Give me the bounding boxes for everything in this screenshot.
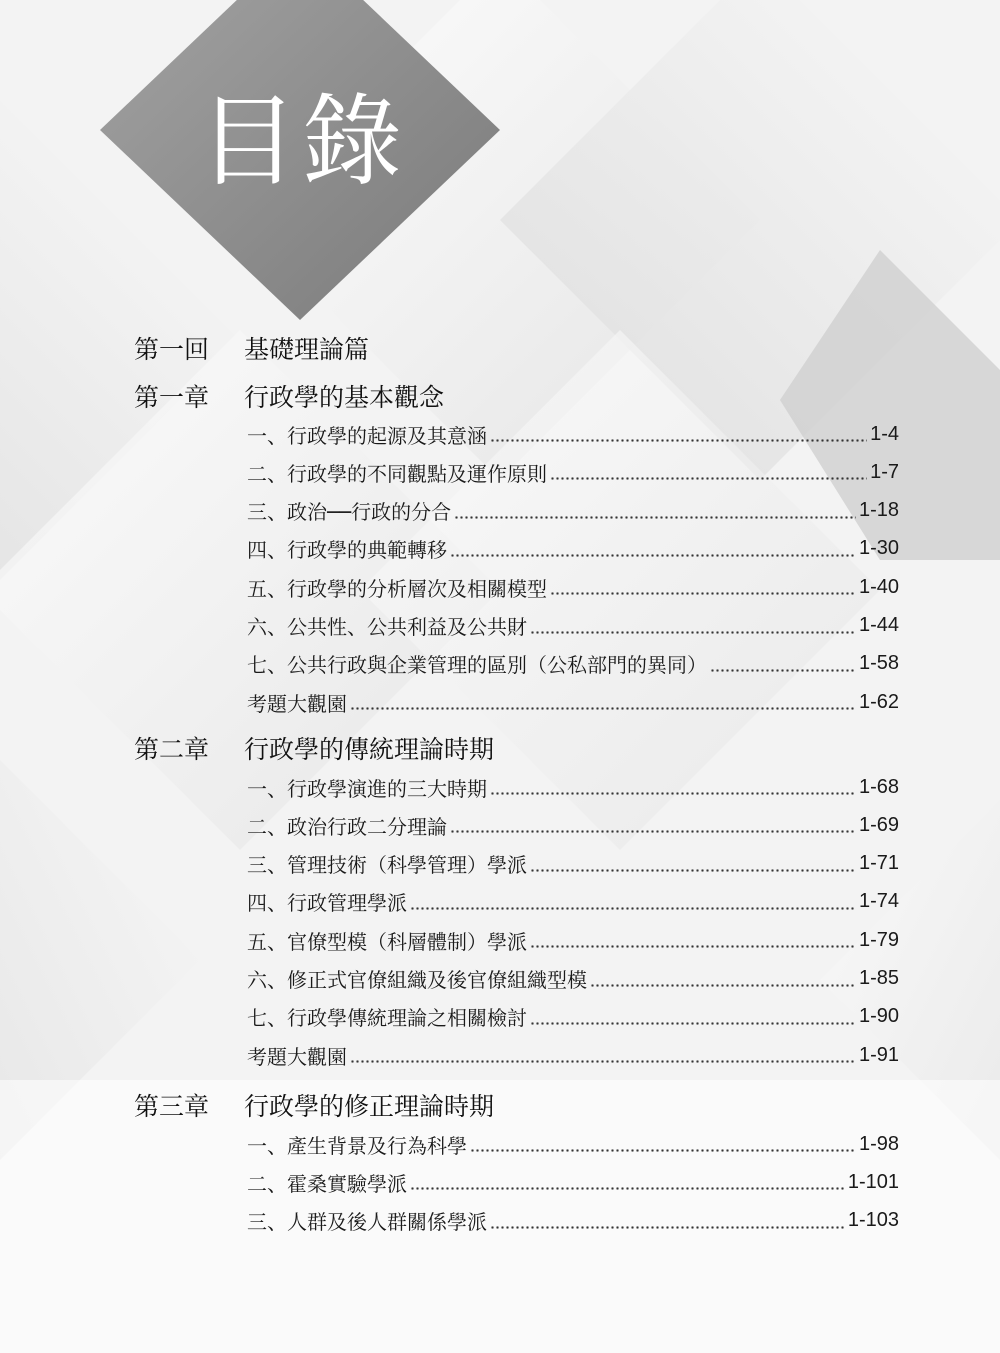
dot-leader [410,907,856,910]
toc-entry-page: 1-30 [858,537,899,560]
toc-entry-title: 六、修正式官僚組織及後官僚組織型模 [247,968,587,992]
section-title: 行政學的基本觀念 [244,383,445,412]
toc-entry[interactable] [247,609,899,643]
section-label: 第一章 [134,383,210,412]
toc-entry-page: 1-103 [847,1209,899,1232]
toc-entry[interactable] [247,1000,899,1034]
toc-entry-title: 一、行政學的起源及其意涵 [247,423,487,448]
section-title: 行政學的修正理論時期 [244,1092,495,1121]
toc-entry[interactable] [247,455,899,489]
toc-entry[interactable] [247,1038,899,1072]
toc-entry-title: 七、公共行政與企業管理的區別（公私部門的異同） [247,653,707,678]
section-label: 第二章 [134,735,210,764]
toc-entry[interactable] [247,532,899,566]
dot-leader [454,516,856,519]
toc-entry[interactable] [247,770,899,804]
page-title: 目錄 [198,83,406,200]
dot-leader [710,669,856,672]
toc-entry-title: 二、霍桑實驗學派 [247,1171,407,1196]
toc-entry-page: 1-18 [858,499,899,522]
toc-entry-page: 1-71 [858,852,899,875]
dot-leader [450,830,856,833]
toc-entry[interactable] [247,885,899,919]
toc-entry[interactable] [247,923,899,957]
toc-entry-page: 1-74 [858,890,899,913]
toc-entry-page: 1-98 [858,1132,899,1155]
toc-entry-title: 考題大觀園 [247,691,347,716]
dot-leader [450,554,856,557]
toc-entry-title: 五、官僚型模（科層體制）學派 [247,929,527,954]
toc-entry-page: 1-58 [858,652,899,675]
chapter-heading [134,376,444,416]
toc-entry[interactable] [247,417,899,451]
dot-leader [350,1060,856,1063]
toc-entry[interactable] [247,570,899,604]
toc-entry-page: 1-85 [858,967,899,989]
toc-entry-page: 1-40 [858,575,899,598]
dot-leader [530,869,856,872]
dot-leader [550,477,867,480]
toc-entry-title: 三、人群及後人群關係學派 [247,1210,487,1235]
toc-entry[interactable] [247,685,899,719]
dot-leader [530,631,856,634]
toc-entry-page: 1-44 [858,614,899,636]
toc-entry-page: 1-68 [858,775,899,798]
toc-entry-title: 二、行政學的不同觀點及運作原則 [247,461,547,486]
toc-entry-title: 二、政治行政二分理論 [247,814,447,839]
toc-entry-page: 1-62 [858,690,899,713]
dot-leader [490,1226,845,1229]
dot-leader [490,792,856,795]
section-label: 第三章 [134,1092,210,1121]
toc-entry-title: 六、公共性、公共利益及公共財 [247,615,527,639]
toc-entry[interactable] [247,808,899,842]
part-heading [134,328,369,368]
toc-entry-title: 三、管理技術（科學管理）學派 [247,853,527,878]
dot-leader [410,1187,845,1190]
toc-entry-page: 1-91 [858,1043,899,1066]
toc-entry-title: 四、行政管理學派 [247,891,407,916]
toc-entry-title: 七、行政學傳統理論之相關檢討 [247,1006,527,1031]
toc-entry-title: 考題大觀園 [247,1044,347,1069]
toc-entry-page: 1-90 [858,1005,899,1028]
toc-entry[interactable] [247,1165,899,1199]
toc-entry-page: 1-101 [847,1170,899,1193]
toc-entry[interactable] [247,962,899,996]
toc-entry-title: 一、行政學演進的三大時期 [247,776,487,801]
toc-entry-title: 一、產生背景及行為科學 [247,1133,467,1158]
dot-leader [490,439,867,442]
dot-leader [470,1149,856,1152]
toc-entry-page: 1-79 [858,928,899,951]
toc-entry[interactable] [247,1127,899,1161]
toc-entry[interactable] [247,647,899,681]
toc-entry-title: 三、政治──行政的分合 [247,500,452,525]
dot-leader [530,945,856,948]
chapter-heading [134,728,494,768]
section-label: 第一回 [134,335,210,364]
dot-leader [350,707,856,710]
dot-leader [550,592,856,595]
toc-entry[interactable] [247,847,899,881]
toc-entry[interactable] [247,494,899,528]
chapter-heading [134,1085,494,1125]
toc-entry[interactable] [247,1204,899,1238]
toc-entry-page: 1-7 [870,460,899,483]
dot-leader [590,984,856,987]
dot-leader [530,1022,856,1025]
toc-entry-title: 四、行政學的典範轉移 [247,538,447,563]
section-title: 行政學的傳統理論時期 [244,735,495,764]
toc-entry-page: 1-69 [858,813,899,836]
section-title: 基礎理論篇 [244,335,370,364]
toc-entry-title: 五、行政學的分析層次及相關模型 [247,576,547,601]
toc-entry-page: 1-4 [870,422,899,445]
